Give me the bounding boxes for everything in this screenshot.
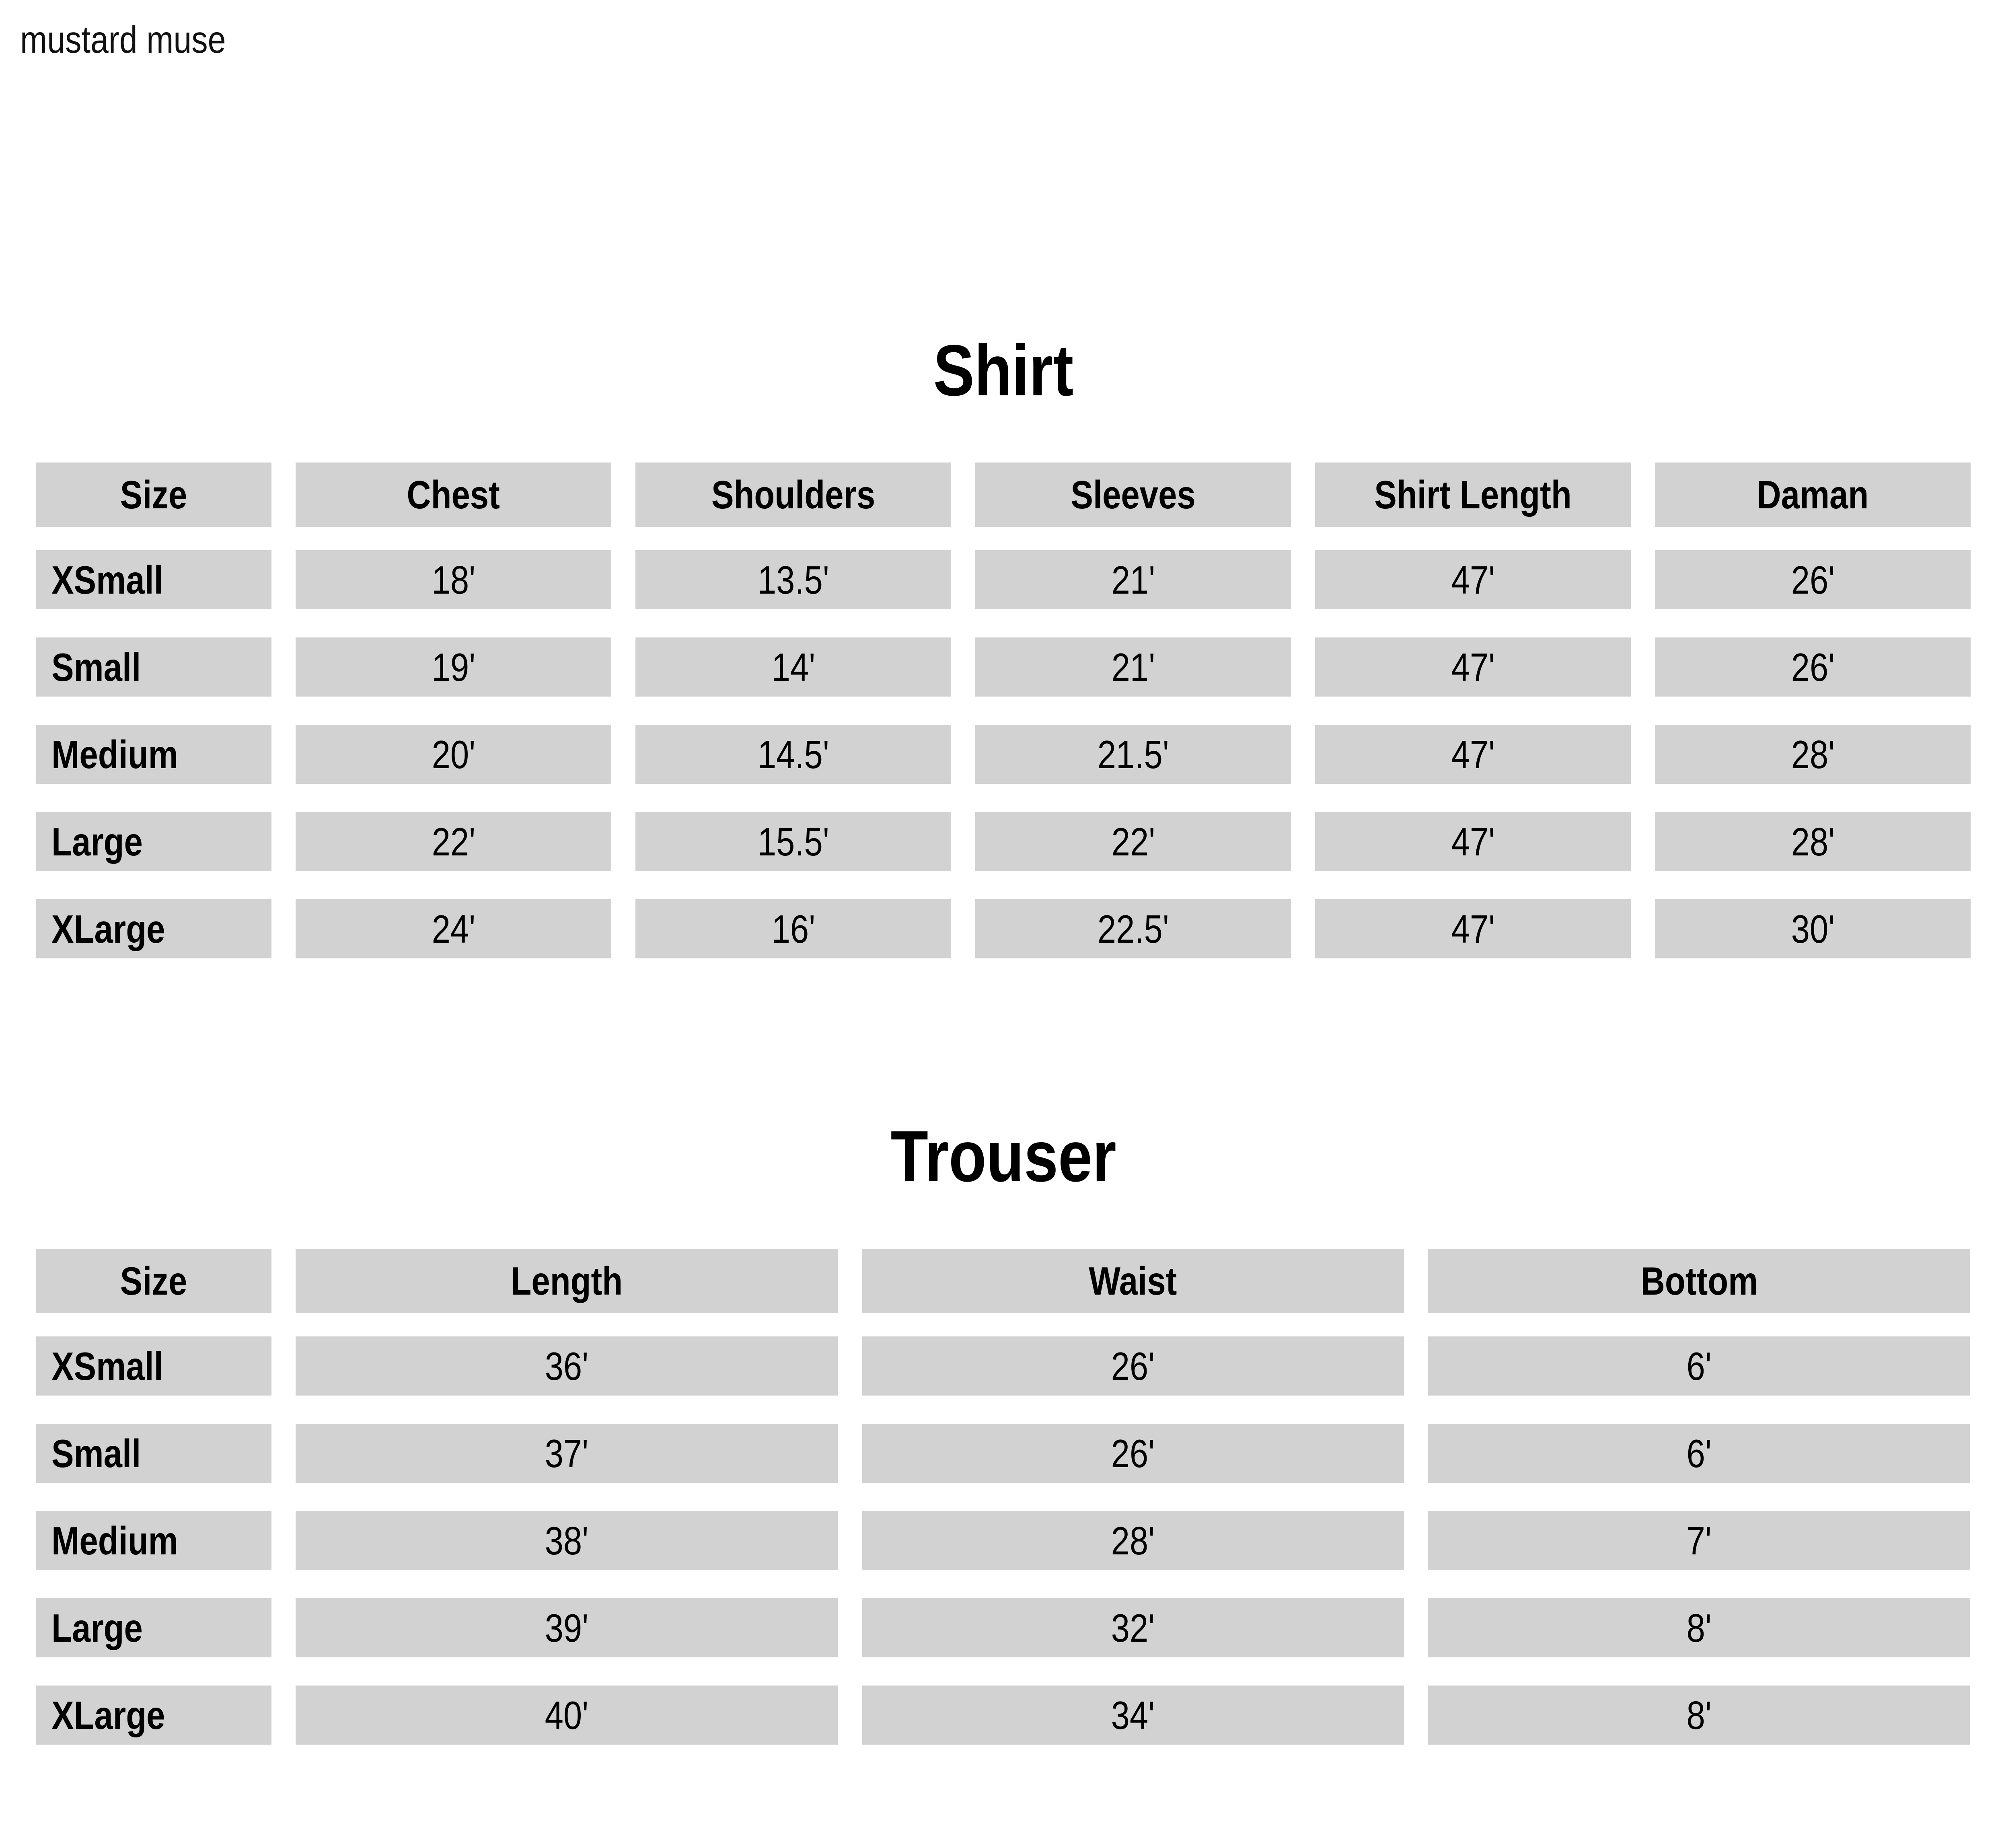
shirt-cell-small-sleeves: 21' <box>975 637 1291 697</box>
trouser-cell-large-length: 39' <box>296 1598 838 1657</box>
shirt-cell-medium-sleeves: 21.5' <box>975 725 1291 784</box>
trouser-table-body <box>36 1336 1970 1745</box>
shirt-col-sleeves: Sleeves <box>975 463 1291 527</box>
shirt-table-header <box>36 463 1971 527</box>
shirt-cell-xsmall-shoulders: 13.5' <box>635 550 951 609</box>
shirt-table-body <box>36 550 1971 958</box>
shirt-cell-xlarge-chest: 24' <box>296 899 611 958</box>
trouser-cell-large-bottom: 8' <box>1428 1598 1970 1657</box>
trouser-cell-small-bottom: 6' <box>1428 1424 1970 1483</box>
shirt-col-shoulders: Shoulders <box>635 463 951 527</box>
brand-name: mustard muse <box>20 19 226 61</box>
trouser-table-header <box>36 1249 1970 1313</box>
trouser-row-xlarge-label: XLarge <box>36 1686 271 1745</box>
trouser-cell-xsmall-bottom: 6' <box>1428 1336 1970 1396</box>
shirt-cell-large-chest: 22' <box>296 812 611 871</box>
shirt-row-xsmall-label: XSmall <box>36 550 271 609</box>
shirt-row-small-label: Small <box>36 637 271 697</box>
shirt-col-chest: Chest <box>296 463 611 527</box>
trouser-row-medium-label: Medium <box>36 1511 271 1570</box>
trouser-cell-xlarge-length: 40' <box>296 1686 838 1745</box>
shirt-cell-xlarge-sleeves: 22.5' <box>975 899 1291 958</box>
trouser-cell-small-waist: 26' <box>862 1424 1404 1483</box>
trouser-cell-medium-waist: 28' <box>862 1511 1404 1570</box>
trouser-cell-medium-length: 38' <box>296 1511 838 1570</box>
shirt-cell-xlarge-length: 47' <box>1315 899 1631 958</box>
shirt-section-title: Shirt <box>933 330 1074 411</box>
shirt-cell-large-sleeves: 22' <box>975 812 1291 871</box>
trouser-row-large-label: Large <box>36 1598 271 1657</box>
trouser-cell-xsmall-length: 36' <box>296 1336 838 1396</box>
shirt-cell-large-length: 47' <box>1315 812 1631 871</box>
trouser-cell-xsmall-waist: 26' <box>862 1336 1404 1396</box>
trouser-cell-small-length: 37' <box>296 1424 838 1483</box>
trouser-cell-xlarge-waist: 34' <box>862 1686 1404 1745</box>
shirt-row-medium-label: Medium <box>36 725 271 784</box>
trouser-section-title: Trouser <box>890 1116 1116 1197</box>
shirt-cell-small-length: 47' <box>1315 637 1631 697</box>
trouser-row-xsmall-label: XSmall <box>36 1336 271 1396</box>
shirt-cell-medium-daman: 28' <box>1655 725 1971 784</box>
trouser-col-size: Size <box>36 1249 271 1313</box>
trouser-cell-medium-bottom: 7' <box>1428 1511 1970 1570</box>
shirt-cell-xsmall-sleeves: 21' <box>975 550 1291 609</box>
shirt-cell-medium-shoulders: 14.5' <box>635 725 951 784</box>
trouser-col-waist: Waist <box>862 1249 1404 1313</box>
shirt-col-size: Size <box>36 463 271 527</box>
trouser-cell-xlarge-bottom: 8' <box>1428 1686 1970 1745</box>
shirt-cell-large-shoulders: 15.5' <box>635 812 951 871</box>
shirt-cell-medium-length: 47' <box>1315 725 1631 784</box>
shirt-cell-small-daman: 26' <box>1655 637 1971 697</box>
shirt-cell-xsmall-daman: 26' <box>1655 550 1971 609</box>
shirt-cell-small-chest: 19' <box>296 637 611 697</box>
shirt-cell-medium-chest: 20' <box>296 725 611 784</box>
shirt-cell-xsmall-chest: 18' <box>296 550 611 609</box>
shirt-cell-xsmall-length: 47' <box>1315 550 1631 609</box>
trouser-cell-large-waist: 32' <box>862 1598 1404 1657</box>
shirt-cell-small-shoulders: 14' <box>635 637 951 697</box>
trouser-row-small-label: Small <box>36 1424 271 1483</box>
trouser-col-bottom: Bottom <box>1428 1249 1970 1313</box>
shirt-cell-xlarge-daman: 30' <box>1655 899 1971 958</box>
trouser-col-length: Length <box>296 1249 838 1313</box>
shirt-cell-large-daman: 28' <box>1655 812 1971 871</box>
shirt-cell-xlarge-shoulders: 16' <box>635 899 951 958</box>
shirt-row-large-label: Large <box>36 812 271 871</box>
shirt-col-daman: Daman <box>1655 463 1971 527</box>
shirt-col-shirt-length: Shirt Length <box>1315 463 1631 527</box>
shirt-row-xlarge-label: XLarge <box>36 899 271 958</box>
